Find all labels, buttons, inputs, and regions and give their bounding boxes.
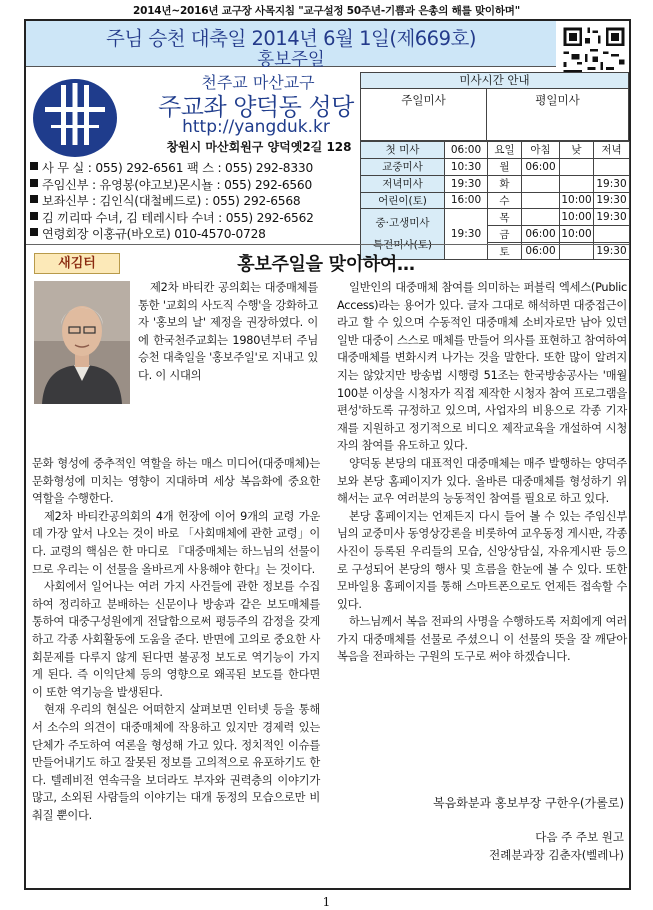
weekday-col-header: 아침 bbox=[522, 142, 560, 159]
sunday-mass-name: 어린이(토) bbox=[361, 192, 445, 209]
article-intro: 제2차 바티칸 공의회는 대중매체를 통한 '교회의 사도직 수행'을 강화하고자 '홍보의 날' 제정을 권장하였다. 이에 한국천주교회는 1980년부터 주님 승천 대축일을 '홍보주일'로 지내고 있다. 이 시대의 bbox=[138, 281, 318, 382]
article-left-column bbox=[32, 455, 320, 824]
parish-name: 주교좌 양덕동 성당 bbox=[158, 93, 354, 121]
diocese-name: 천주교 마산교구 bbox=[201, 73, 315, 92]
article-paragraph: 하느님께서 복음 전파의 사명을 수행하도록 저희에게 여러 가지 대중매체를 선물로 주셨으니 이 선물의 뜻을 잘 깨닫아 복음을 전파하는 구원의 도구로 써야 하겠습니다. bbox=[337, 615, 627, 664]
issue-subtitle: 홍보주일 bbox=[257, 50, 325, 70]
contact-row: 연령회장 이홍규(바오로) 010-4570-0728 bbox=[29, 224, 381, 241]
bullet-square-icon bbox=[30, 228, 38, 236]
bullet-square-icon bbox=[30, 195, 38, 203]
bullet-square-icon bbox=[30, 162, 38, 170]
bullet-square-icon bbox=[30, 179, 38, 187]
article-paragraph: 양덕동 본당의 대표적인 대중매체는 매주 발행하는 양덕주보와 본당 홈페이지가 있다. 올바른 대중매체를 형성하기 위해서는 교우 여러분의 능동적인 참여를 필요로 하고 있다. bbox=[337, 456, 627, 506]
contact-row: 보좌신부 : 김인식(대철베드로) : 055) 292-6568 bbox=[29, 191, 381, 208]
weekday-time: 10:00 bbox=[560, 209, 594, 226]
table-row bbox=[361, 192, 630, 209]
weekday-day: 토 bbox=[488, 243, 522, 260]
weekday-time bbox=[560, 175, 594, 192]
contact-row: 주임신부 : 유영봉(야고보)몬시뇰 : 055) 292-6560 bbox=[29, 175, 381, 192]
weekday-time: 19:30 bbox=[594, 192, 630, 209]
bulletin-frame bbox=[24, 19, 631, 890]
contact-row: 김 끼리따 수녀, 김 테레시타 수녀 : 055) 292-6562 bbox=[29, 208, 381, 225]
weekday-mass-header: 평일미사 bbox=[486, 89, 629, 141]
article-paragraph: 제2차 바티칸공의회의 4개 헌장에 이어 9개의 교령 가운데 가장 앞서 나오는 것이 바로 「사회매체에 관한 교령」이다. 교령의 핵심은 한 마디로 『대중매체는 하느님의 선물이므로 우리는 이 선물을 올바르게 사용해야 한다』는 것이다. bbox=[32, 509, 320, 576]
table-row bbox=[361, 209, 630, 226]
contact-list bbox=[29, 158, 381, 241]
article-paragraph: 현재 우리의 현실은 어떠한지 살펴보면 인터넷 등을 통해서 소수의 의견이 대중매체에 작용하고 있지만 경제력 있는 단체가 주도하여 여론을 형성해 가고 있다. 정치적인 이슈를 만들어내기도 하고 잘못된 정보를 고의적으로 유포하기도 한다. 텔레비전 연속극을 보더라도 부자와 권력층의 이야기가 많고, 소외된 사람들의 이야기는 대개 동정의 모습으로만 비춰질 뿐이다. bbox=[32, 703, 320, 822]
weekday-time: 19:30 bbox=[594, 175, 630, 192]
weekday-col-header: 저녁 bbox=[594, 142, 630, 159]
cathedral-logo-icon bbox=[31, 77, 119, 159]
article-right-column bbox=[337, 279, 627, 666]
page-number: 1 bbox=[322, 895, 331, 909]
table-row bbox=[361, 175, 630, 192]
weekday-day: 금 bbox=[488, 226, 522, 243]
author-signature: 복음화분과 홍보부장 구한우(가롤로) bbox=[433, 796, 624, 810]
weekday-col-header: 요일 bbox=[488, 142, 522, 159]
sunday-mass-time: 10:30 bbox=[445, 158, 488, 175]
mass-time-table bbox=[360, 141, 630, 260]
pastoral-banner: 2014년~2016년 교구장 사목지침 "교구설정 50주년-기쁨과 은총의 해를 맞이하며" bbox=[132, 5, 520, 17]
sunday-mass-name: 교중미사 bbox=[361, 158, 445, 175]
contact-row: 사 무 실 : 055) 292-6561 팩 스 : 055) 292-8330 bbox=[29, 158, 381, 175]
weekday-time bbox=[594, 226, 630, 243]
column-kicker: 새김터 bbox=[34, 253, 120, 274]
bullet-square-icon bbox=[30, 212, 38, 220]
weekday-time bbox=[522, 209, 560, 226]
sunday-mass-time: 16:00 bbox=[445, 192, 488, 209]
table-row bbox=[361, 142, 630, 159]
weekday-day: 수 bbox=[488, 192, 522, 209]
article-paragraph: 사회에서 일어나는 여러 가지 사건들에 관한 정보를 수집하여 정리하고 분배하는 신문이나 방송과 같은 보도매체를 통하여 대중구성원에게 전달함으로써 평등주의 감정을 갖게 하고 각종 사회활동에 도움을 준다. 반면에 고의로 중요한 사회문제를 다루지 않게 된다면 불공정 보도로 역기능이 가지게 된다. 즉 이익단체 등의 영향으로 왜곡된 보도를 한다면 이 또한 역기능을 발생된다. bbox=[32, 580, 320, 699]
weekday-day: 화 bbox=[488, 175, 522, 192]
article-paragraph: 본당 홈페이지는 언제든지 다시 들어 볼 수 있는 주임신부님의 교중미사 동영상강론을 비롯하여 교우동정 게시판, 각종 사진이 등록된 우리들의 모습, 신앙상담실, 자유게시판 등으로 구성되어 본당의 행사 및 흐름을 한눈에 볼 수 있다. 또한 모바일용 홈페이지를 통해 스마트폰으로도 언제든 접속할 수 있다. bbox=[337, 509, 627, 611]
article-headline: 홍보주일을 맞이하여… bbox=[237, 254, 415, 275]
sunday-mass-time: 19:30 bbox=[445, 175, 488, 192]
sunday-mass-name: 저녁미사 bbox=[361, 175, 445, 192]
weekday-col-header: 낮 bbox=[560, 142, 594, 159]
sunday-mass-time: 19:30 bbox=[445, 209, 488, 260]
sunday-mass-name: 첫 미사 bbox=[361, 142, 445, 159]
weekday-day: 월 bbox=[488, 158, 522, 175]
section-divider bbox=[26, 244, 629, 245]
sunday-mass-time: 06:00 bbox=[445, 142, 488, 159]
weekday-time bbox=[594, 158, 630, 175]
title-bar bbox=[26, 21, 556, 70]
author-photo bbox=[34, 281, 130, 404]
weekday-time bbox=[560, 158, 594, 175]
article-paragraph: 일반인의 대중매체 참여를 의미하는 퍼블릭 엑세스(Public Access)라는 용어가 있다. 글자 그대로 해석하면 대중접근이라고 할 수 있으며 수동적인 대중매체 소비자로만 남아 있던 일반 대중이 스스로 매체를 만들어 의사를 표현하고 참여하여 대중매체를 변화시켜 나가는 것을 말한다. 또한 많이 알려지지는 않았지만 방송법 시행령 51조는 한국방송공사는 '매월 100분 이상을 시청자가 직접 제작한 시청자 참여 프로그램을 편성'하도록 규정하고 있으며, 사업자의 비용으로 각종 기자재를 지원하고 정기적으로 비디오 제작교육을 개설하여 시청자의 참여를 유도하고 있다. bbox=[337, 281, 627, 453]
weekday-time bbox=[522, 175, 560, 192]
issue-title: 주님 승천 대축일 2014년 6월 1일(제669호) bbox=[106, 27, 476, 50]
weekday-time: 06:00 bbox=[522, 226, 560, 243]
parish-address: 창원시 마산회원구 양덕옛2길 128 bbox=[166, 140, 352, 154]
website-link[interactable]: http://yangduk.kr bbox=[182, 117, 330, 137]
article-paragraph: 문화 형성에 중추적인 역할을 하는 매스 미디어(대중매체)는 문화형성에 미치는 영향이 지대하며 세상 복음화에 중요한 역할을 수행한다. bbox=[32, 457, 320, 506]
weekday-time: 10:00 bbox=[560, 192, 594, 209]
weekday-time: 19:30 bbox=[594, 243, 630, 260]
weekday-day: 목 bbox=[488, 209, 522, 226]
weekday-time: 06:00 bbox=[522, 243, 560, 260]
weekday-time: 06:00 bbox=[522, 158, 560, 175]
sunday-mass-name-group: 중·고생미사 특전미사(토) bbox=[361, 209, 445, 260]
mass-schedule-title: 미사시간 안내 bbox=[360, 72, 629, 89]
table-row bbox=[361, 158, 630, 175]
sunday-mass-header: 주일미사 bbox=[360, 89, 487, 141]
weekday-time: 19:30 bbox=[594, 209, 630, 226]
weekday-time: 10:00 bbox=[560, 226, 594, 243]
weekday-time bbox=[560, 243, 594, 260]
next-week-author: 전례분과장 김춘자(벨레나) bbox=[489, 848, 624, 862]
next-week-label: 다음 주 주보 원고 bbox=[535, 830, 624, 844]
weekday-time bbox=[522, 192, 560, 209]
